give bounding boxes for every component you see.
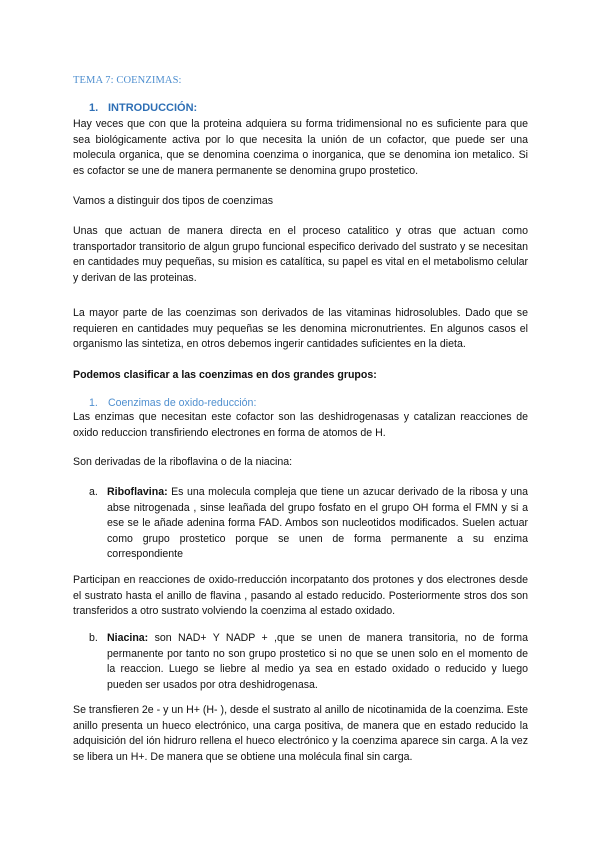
paragraph-vitaminas: La mayor parte de las coenzimas son derivados de las vitaminas hidrosolubles. Dado que se requieren en cantidades muy pequeñas se les denomina micronutrientes. En algunos casos el organismo las sintetiza, en otros debemos ingerir cantidades suficientes en la dieta. bbox=[73, 307, 528, 351]
paragraph-enzimas: Las enzimas que necesitan este cofactor son las deshidrogenasas y catalizan reacciones de oxido reduccion transfiriendo electrones en forma de atomos de H. bbox=[73, 411, 528, 439]
section-heading-introduccion bbox=[89, 101, 197, 117]
list-item-body bbox=[107, 485, 528, 563]
document-title: TEMA 7: COENZIMAS: bbox=[73, 75, 182, 86]
paragraph-tipos: Unas que actuan de manera directa en el proceso catalitico y otras que actuan como transportador transitorio de algun grupo funcional especifico derivado del sustrato y se necesitan en cantidades muy pequeñas, su mision es catalítica, su papel es vital en el metabolismo celular y derivan de las proteinas. bbox=[73, 225, 528, 284]
term-riboflavina: Riboflavina: bbox=[107, 486, 168, 498]
list-marker: b. bbox=[89, 632, 98, 644]
paragraph-transfieren: Se transfieren 2e - y un H+ (H- ), desde el sustrato al anillo de nicotinamida de la coenzima. Este anillo presenta un hueco electrónico, una carga positiva, de manera que en estado reducido la adquisición del ión hidruro rellena el hueco electrónico y la coenzima aparece sin carga. A la vez se libera un H+. De manera que se obtiene una molécula final sin carga. bbox=[73, 704, 528, 763]
paragraph-clasificar: Podemos clasificar a las coenzimas en dos grandes grupos: bbox=[73, 369, 377, 381]
paragraph-derivadas: Son derivadas de la riboflavina o de la niacina: bbox=[73, 456, 293, 468]
list-item-body bbox=[107, 631, 528, 693]
paragraph-distinguir: Vamos a distinguir dos tipos de coenzimas bbox=[73, 195, 274, 207]
niacina-text: son NAD+ Y NADP + ,que se unen de manera transitoria, no de forma permanente por tanto no son grupo prostetico si no que se unen solo en el momento de la reaccion. Luego se liebre al medio ya sea en estado oxidado o reducido y luego pueden ser usados por otra deshidrogenasa. bbox=[107, 632, 528, 691]
section-number: 1. bbox=[89, 102, 99, 114]
paragraph-participan: Participan en reacciones de oxido-rreducción incorpatanto dos protones y dos electrones desde el sustrato hasta el anillo de flavina , pasando al estado reducido. Posteriormente stros dos son transferidos a otro sustrato volviendo la coenzima al estado oxidado. bbox=[73, 574, 528, 618]
paragraph-intro: Hay veces que con que la proteina adquiera su forma tridimensional no es suficiente para que sea biológicamente activa por lo que necesita la unión de un cofactor, que puede ser una molecula organica, que se denomina coenzima o inorganica, que se denomina ion metalico. Si es cofactor se une de manera permanente se denomina grupo prostetico. bbox=[73, 118, 528, 177]
section-title: INTRODUCCIÓN: bbox=[108, 102, 198, 114]
riboflavina-text: Es una molecula compleja que tiene un azucar derivado de la ribosa y una abse nitrogenada , sinse leañada del grupo fosfato en el grupo OH forma el FMN y si a ese se le añade adenina forma FAD. Ambos son nucleotidos modificados. Suelen actuar como grupo prostetico porque se unen de forma permanente a su enzima correspondiente bbox=[107, 486, 528, 561]
list-marker: a. bbox=[89, 486, 98, 498]
subsection-title: Coenzimas de oxido-reducción: bbox=[108, 397, 257, 409]
subsection-number: 1. bbox=[89, 397, 98, 409]
term-niacina: Niacina: bbox=[107, 632, 149, 644]
